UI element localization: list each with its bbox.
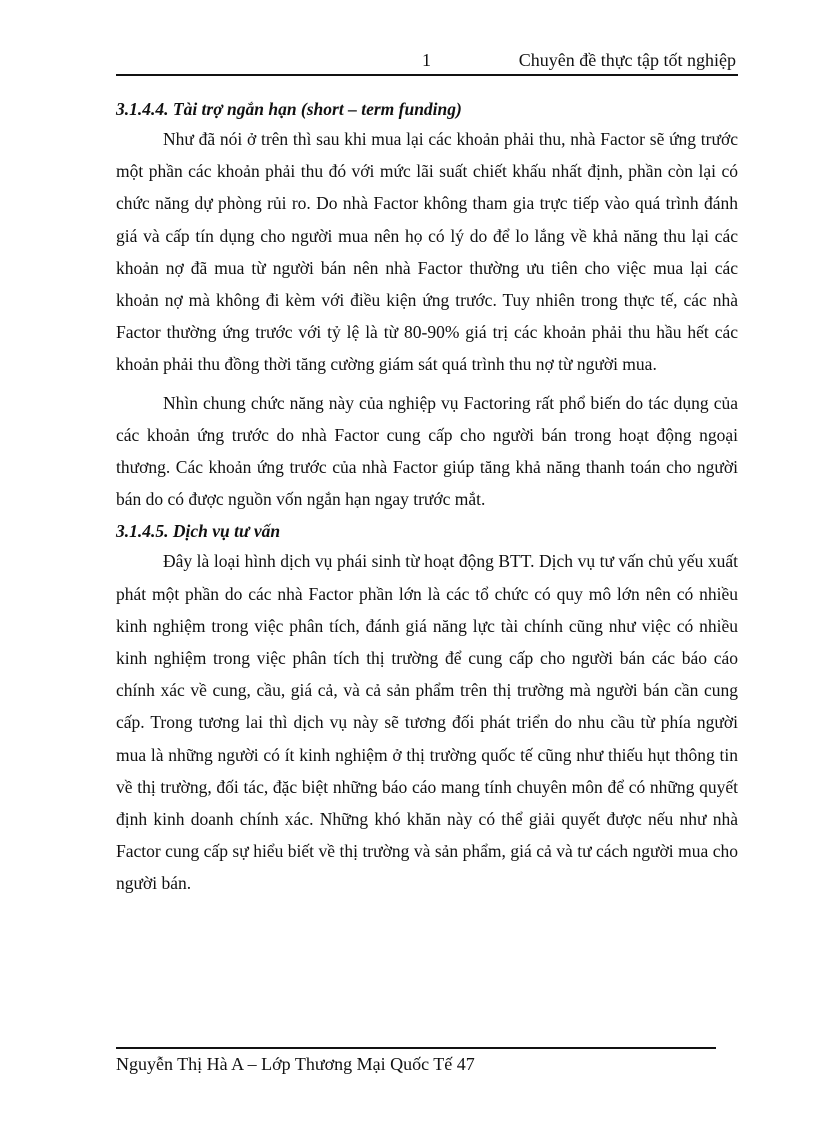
header-title: Chuyên đề thực tập tốt nghiệp	[518, 50, 736, 70]
page-number: 1	[422, 50, 431, 70]
section-heading-short-term-funding: 3.1.4.4. Tài trợ ngắn hạn (short – term funding)	[116, 99, 462, 119]
paragraph: Đây là loại hình dịch vụ phái sinh từ hoạt động BTT. Dịch vụ tư vấn chủ yếu xuất phát một phần do các nhà Factor phần lớn là các tổ chức có quy mô lớn nên có nhiều kinh nghiệm trong việc phân tích, đánh giá năng lực tài chính cũng như việc có nhiều kinh nghiệm trong việc phân tích thị trường để cung cấp cho người bán các báo cáo chính xác về cung, cầu, giá cả, và cả sản phẩm trên thị trường mà người bán cần cung cấp. Trong tương lai thì dịch vụ này sẽ tương đối phát triển do nhu cầu từ phía người mua là những người có ít kinh nghiệm ở thị trường quốc tế cũng như thiếu hụt thông tin về thị trường, đối tác, đặc biệt những báo cáo mang tính chuyên môn để có những quyết định kinh doanh chính xác. Những khó khăn này có thể giải quyết được nếu như nhà Factor cung cấp sự hiểu biết về thị trường và sản phẩm, giá cả và tư cách người mua cho người bán.	[116, 551, 738, 894]
paragraph: Nhìn chung chức năng này của nghiệp vụ Factoring rất phổ biến do tác dụng của các khoản ứng trước do nhà Factor cung cấp cho người bán trong hoạt động ngoại thương. Các khoản ứng trước của nhà Factor giúp tăng khả năng thanh toán cho người bán do có được nguồn vốn ngắn hạn ngay trước mắt.	[116, 392, 738, 510]
page-header	[116, 48, 738, 76]
document-body	[116, 95, 738, 900]
paragraph: Như đã nói ở trên thì sau khi mua lại các khoản phải thu, nhà Factor sẽ ứng trước một phần các khoản phải thu đó với mức lãi suất chiết khấu nhất định, phần còn lại có chức năng dự phòng rủi ro. Do nhà Factor không tham gia trực tiếp vào quá trình đánh giá và cấp tín dụng cho người mua nên họ có lý do để lo lắng về khả năng thu lại các khoản nợ đã mua từ người bán nên nhà Factor thường ưu tiên cho việc mua lại các khoản nợ mà không đi kèm với điều kiện ứng trước. Tuy nhiên trong thực tế, các nhà Factor thường ứng trước với tỷ lệ là từ 80-90% giá trị các khoản phải thu hầu hết các khoản phải thu đồng thời tăng cường giám sát quá trình thu nợ từ người mua.	[116, 129, 738, 375]
page-footer: Nguyễn Thị Hà A – Lớp Thương Mại Quốc Tế 47	[116, 1054, 475, 1074]
section-heading-advisory-service: 3.1.4.5. Dịch vụ tư vấn	[116, 521, 281, 542]
footer-divider	[116, 1047, 716, 1049]
